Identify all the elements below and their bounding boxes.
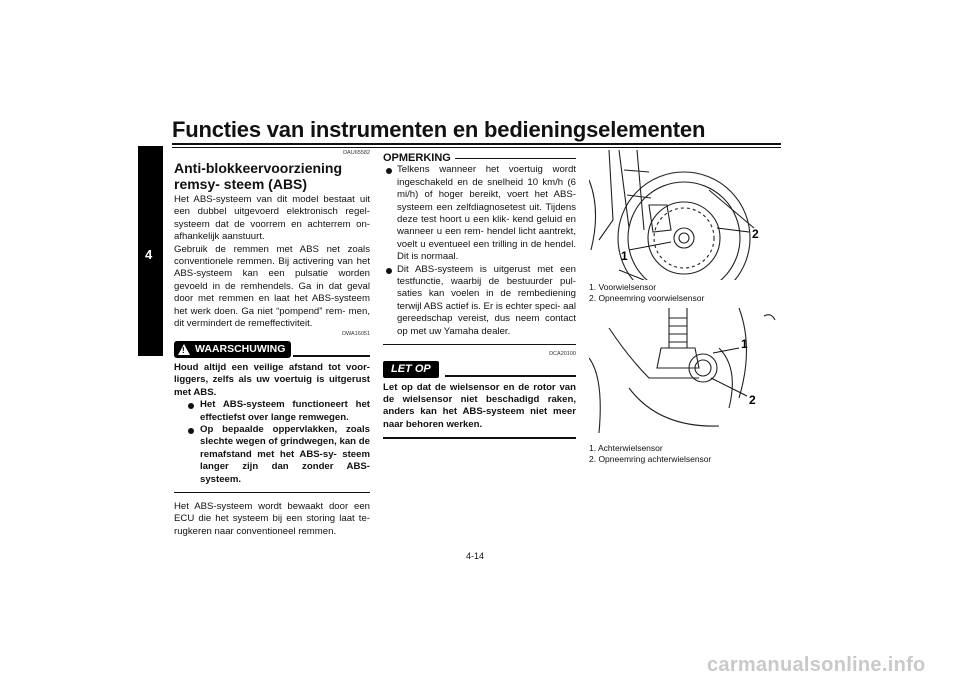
warning-text: Houd altijd een veilige afstand tot voor- liggers, zelfs als uw voertuig is uitgerust met ABS. — [174, 361, 370, 398]
note-end-rule — [383, 344, 576, 345]
warning-bar — [174, 341, 370, 357]
warning-badge — [174, 341, 291, 357]
page-title: Functies van instrumenten en bedieningselementen — [172, 117, 706, 142]
caution-end-rule — [383, 437, 576, 439]
caution-bar — [383, 361, 576, 377]
note-bar — [383, 152, 576, 164]
warning-rule — [293, 355, 370, 357]
note-bullet: Dit ABS-systeem is uitgerust met een testfunctie, waarbij de bestuurder pul- saties kan voelen in de rembediening terwijl ABS actief is. Er is echter speci- aal gereedschap vereist, dus neem contact op met uw Yamaha dealer. — [383, 264, 576, 338]
caption: 2. Opneemring achterwielsensor — [589, 454, 712, 464]
warning-bullets — [174, 399, 370, 486]
paragraph-3: Het ABS-systeem wordt bewaakt door een ECU die het systeem bij een storing laat te- rugkeren naar conventioneel remmen. — [174, 500, 370, 537]
rear-wheel-sensor-illustration — [589, 308, 782, 433]
caution-label: LET OP — [383, 361, 439, 377]
caution-rule — [445, 375, 576, 377]
warning-bullet: Het ABS-systeem functioneert het effectiefst over lange remwegen. — [174, 399, 370, 424]
paragraph-1: Het ABS-systeem van dit model bestaat uit een dubbel uitgevoerd elektronisch regel- systeem dat de voorrem en achterrem on- afhankelijk aanstuurt. — [174, 194, 370, 243]
front-figure-captions — [589, 282, 704, 304]
header-rule — [172, 143, 781, 145]
section-code: DAU65582 — [343, 150, 370, 156]
front-wheel-sensor-illustration — [589, 150, 782, 280]
warning-code: DWA16051 — [342, 331, 370, 338]
paragraph-2: Gebruik de remmen met ABS net zoals conventionele remmen. Bij activering van het ABS-systeem kan een pulsatie worden gevoeld in de remhendels. Ga in dat geval door met remmen en laat het ABS-systeem het werk doen. Ga niet “pompend” rem- men, dit vermindert de remeffectiviteit. — [174, 243, 370, 330]
front-callout-1: 1 — [621, 249, 628, 263]
warning-end-rule — [174, 492, 370, 493]
rear-callout-2: 2 — [749, 393, 756, 407]
watermark: carmanualsonline.info — [707, 654, 926, 676]
warning-triangle-icon — [178, 344, 190, 355]
left-column — [174, 150, 370, 538]
section-heading: Anti-blokkeervoorziening remsy- steem (ABS) — [174, 160, 343, 192]
note-bullet: Telkens wanneer het voertuig wordt ingeschakeld en de snelheid 10 km/h (6 mi/h) of hoger bereikt, voert het ABS-systeem een zelfdiagnosetest uit. Tijdens deze test hoort u een klik- kend geluid en wanneer u een rem- hendel licht aantrekt, voelt u eventueel een trilling in de hendel. Dit is normaal. — [383, 164, 576, 263]
note-rule — [455, 158, 576, 159]
caption: 1. Achterwielsensor — [589, 443, 663, 453]
front-callout-2: 2 — [752, 227, 759, 241]
caution-code: DCA20100 — [549, 351, 576, 358]
rear-figure-captions — [589, 443, 711, 465]
page-number: 4-14 — [466, 551, 485, 561]
middle-column — [383, 150, 576, 439]
rear-callout-1: 1 — [741, 337, 748, 351]
chapter-number: 4 — [145, 247, 153, 262]
warning-label: WAARSCHUWING — [195, 343, 286, 356]
caption: 1. Voorwielsensor — [589, 282, 657, 292]
warning-bullet: Op bepaalde oppervlakken, zoals slechte wegen of grindwegen, kan de remafstand met het ABS-sy- steem langer zijn dan zonder ABS- systeem. — [174, 424, 370, 486]
caption: 2. Opneemring voorwielsensor — [589, 293, 705, 303]
chapter-tab — [138, 146, 163, 356]
note-bullets — [383, 164, 576, 338]
caution-text: Let op dat de wielsensor en de rotor van de wielsensor niet beschadigd raken, anders kan het ABS-systeem niet meer naar behoren werken. — [383, 381, 576, 430]
note-title: OPMERKING — [383, 152, 451, 164]
header-rule-thin — [172, 147, 781, 148]
